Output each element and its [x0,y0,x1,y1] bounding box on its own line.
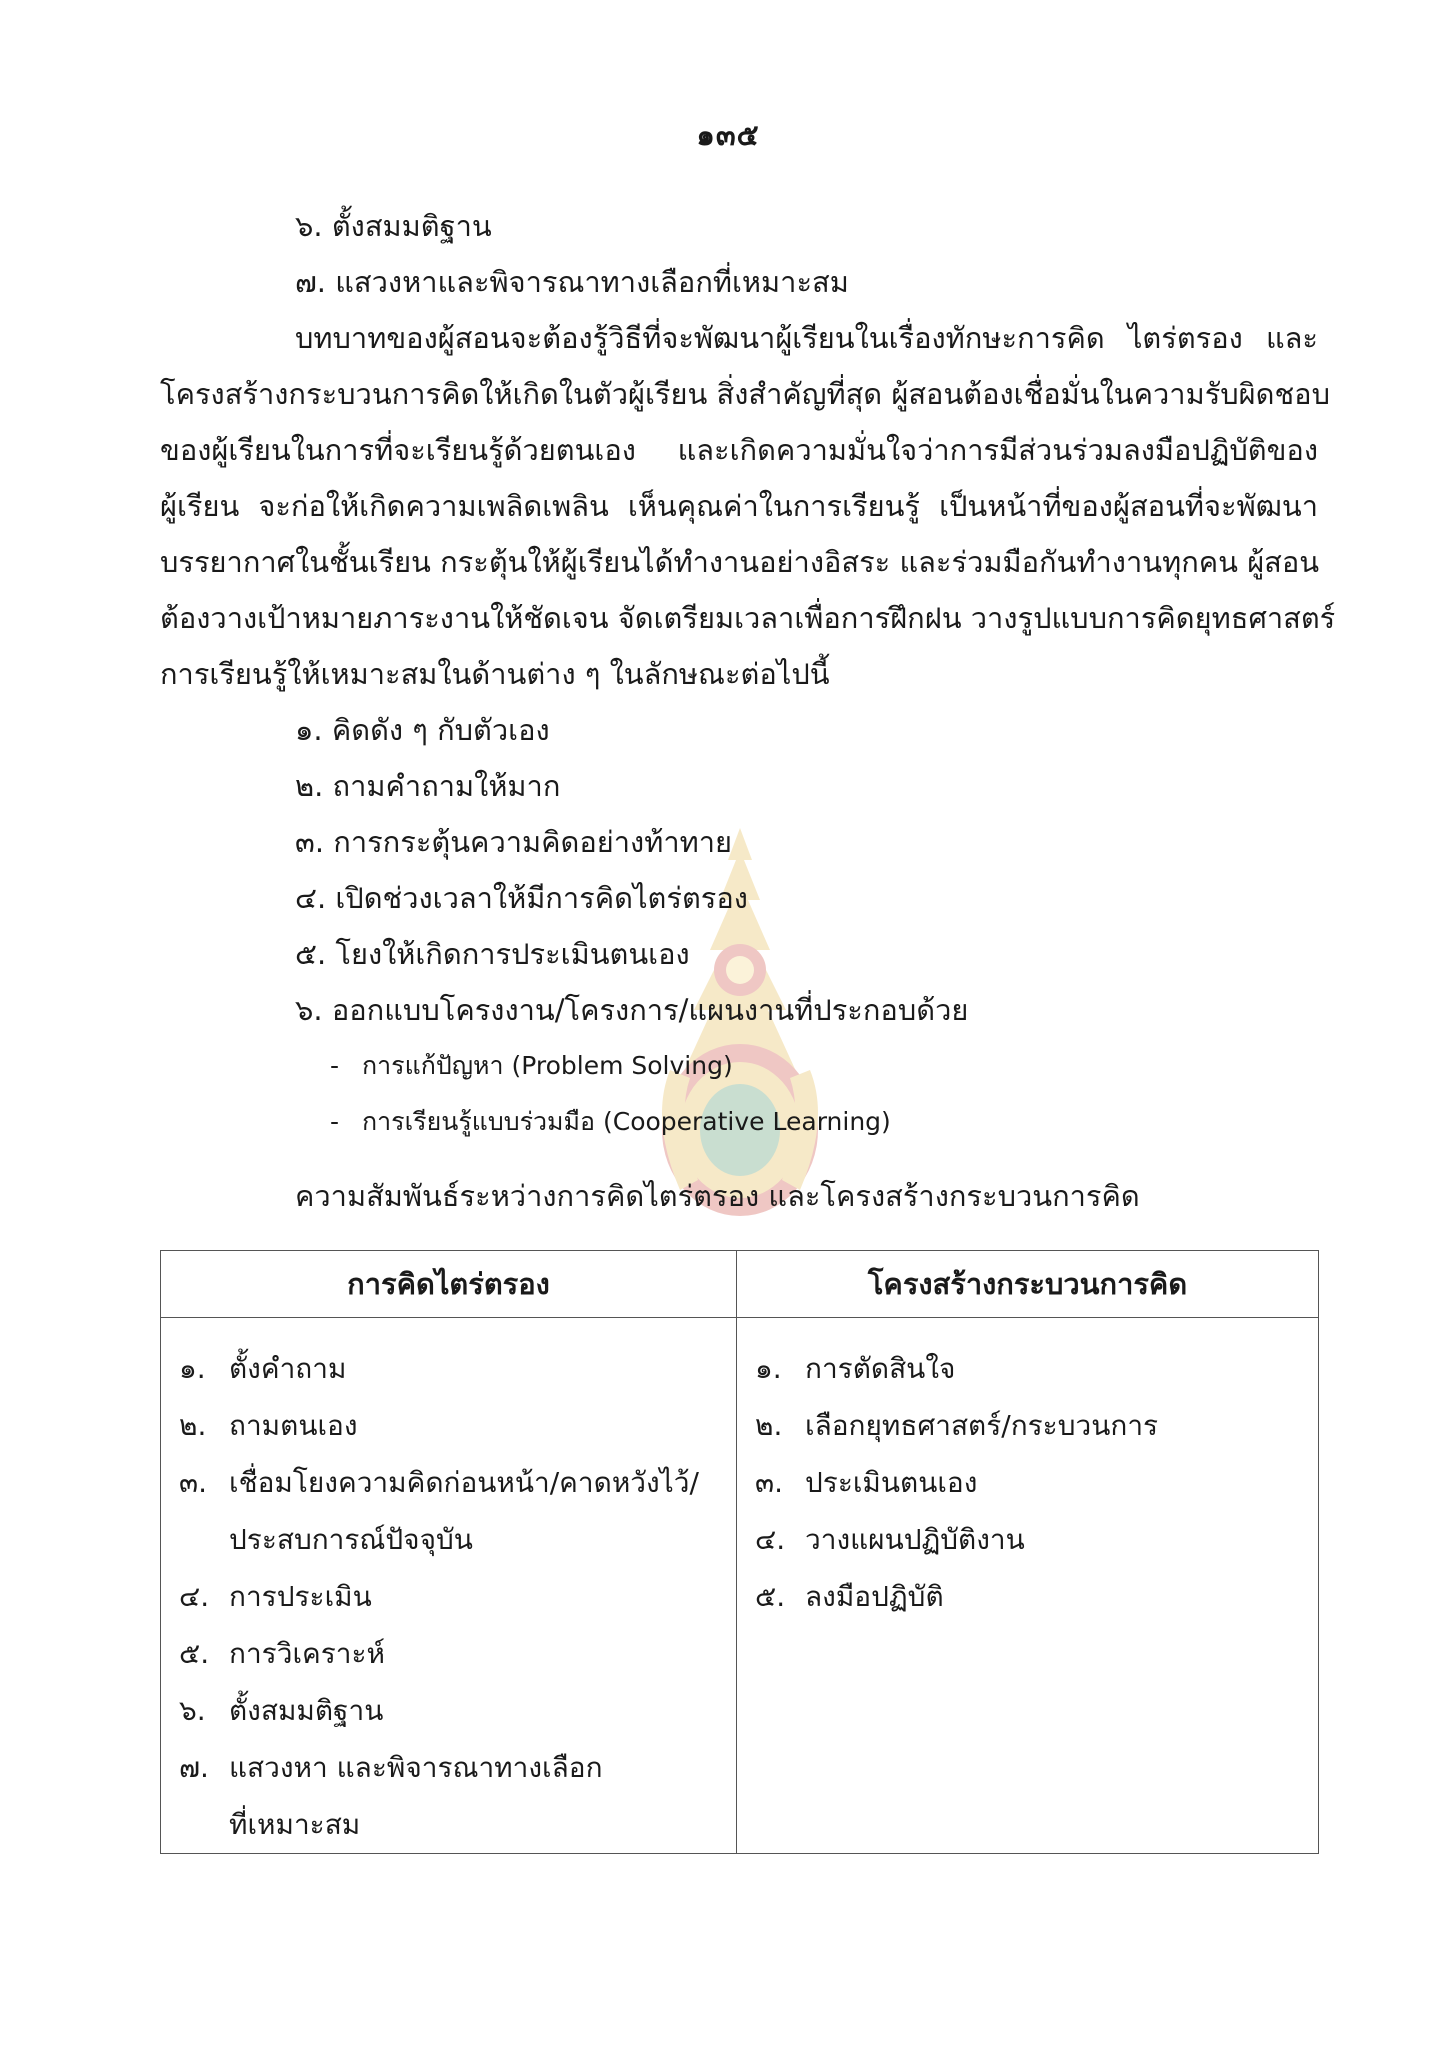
list-item: ๒. เลือกยุทธศาสตร์/กระบวนการ [755,1409,1159,1442]
list-item: ๓. การกระตุ้นความคิดอย่างท้าทาย [295,825,733,859]
page-number: ๑๓๕ [696,118,760,152]
list-item: ๔. วางแผนปฏิบัติงาน [755,1523,1025,1556]
sub-item-dash: - [330,1051,340,1080]
paragraph-line: โครงสร้างกระบวนการคิดให้เกิดในตัวผู้เรียน สิ่งสำคัญที่สุด ผู้สอนต้องเชื่อมั่นในความรับผิดชอบ [160,377,1331,411]
list-item: ๑. ตั้งคำถาม [179,1352,347,1385]
list-item: ๕. ลงมือปฏิบัติ [755,1580,944,1613]
sub-item [330,1104,891,1140]
sub-item-text: การเรียนรู้แบบร่วมมือ (Cooperative Learning) [362,1107,891,1136]
paragraph-line: ของผู้เรียนในการที่จะเรียนรู้ด้วยตนเอง และเกิดความมั่นใจว่าการมีส่วนร่วมลงมือปฏิบัติของ [160,433,1318,467]
list-item: ๗. แสวงหา และพิจารณาทางเลือก ที่เหมาะสม [179,1751,603,1841]
list-item: ๖. ตั้งสมมติฐาน [179,1694,384,1727]
paragraph-line: ผู้เรียน จะก่อให้เกิดความเพลิดเพลิน เห็นคุณค่าในการเรียนรู้ เป็นหน้าที่ของผู้สอนที่จะพัฒนา [160,489,1318,523]
header-thinking-process-structure: โครงสร้างกระบวนการคิด [737,1251,1319,1318]
list-item: ๓. เชื่อมโยงความคิดก่อนหน้า/คาดหวังไว้/ ประสบการณ์ปัจจุบัน [179,1466,699,1556]
intro-item: ๖. ตั้งสมมติฐาน [295,209,492,243]
list-item: ๑. การตัดสินใจ [755,1352,956,1385]
list-item: ๔. การประเมิน [179,1580,372,1613]
list-item: ๕. โยงให้เกิดการประเมินตนเอง [295,937,690,971]
intro-item: ๗. แสวงหาและพิจารณาทางเลือกที่เหมาะสม [295,265,849,299]
reflective-thinking-cell [161,1318,737,1854]
sub-item [330,1048,733,1084]
list-item: ๑. คิดดัง ๆ กับตัวเอง [295,713,550,747]
table-caption: ความสัมพันธ์ระหว่างการคิดไตร่ตรอง และโครงสร้างกระบวนการคิด [295,1179,1140,1213]
paragraph-line: ต้องวางเป้าหมายภาระงานให้ชัดเจน จัดเตรียมเวลาเพื่อการฝึกฝน วางรูปแบบการคิดยุทธศาสตร์ [160,601,1336,635]
table-header-row [161,1251,1319,1318]
list-item: ๓. ประเมินตนเอง [755,1466,978,1499]
comparison-table [160,1250,1319,1854]
paragraph-line: บทบาทของผู้สอนจะต้องรู้วิธีที่จะพัฒนาผู้เรียนในเรื่องทักษะการคิด ไตร่ตรอง และ [295,321,1318,355]
paragraph-line: การเรียนรู้ให้เหมาะสมในด้านต่าง ๆ ในลักษณะต่อไปนี้ [160,657,830,691]
thinking-process-structure-cell [737,1318,1319,1854]
sub-item-text: การแก้ปัญหา (Problem Solving) [362,1051,733,1080]
paragraph-line: บรรยากาศในชั้นเรียน กระตุ้นให้ผู้เรียนได้ทำงานอย่างอิสระ และร่วมมือกันทำงานทุกคน ผู้สอน [160,545,1320,579]
list-item: ๒. ถามตนเอง [179,1409,358,1442]
header-reflective-thinking: การคิดไตร่ตรอง [161,1251,737,1318]
list-item: ๔. เปิดช่วงเวลาให้มีการคิดไตร่ตรอง [295,881,748,915]
sub-item-dash: - [330,1107,340,1136]
table-row [161,1318,1319,1854]
list-item: ๖. ออกแบบโครงงาน/โครงการ/แผนงานที่ประกอบด้วย [295,993,969,1027]
list-item: ๕. การวิเคราะห์ [179,1637,385,1670]
list-item: ๒. ถามคำถามให้มาก [295,769,561,803]
